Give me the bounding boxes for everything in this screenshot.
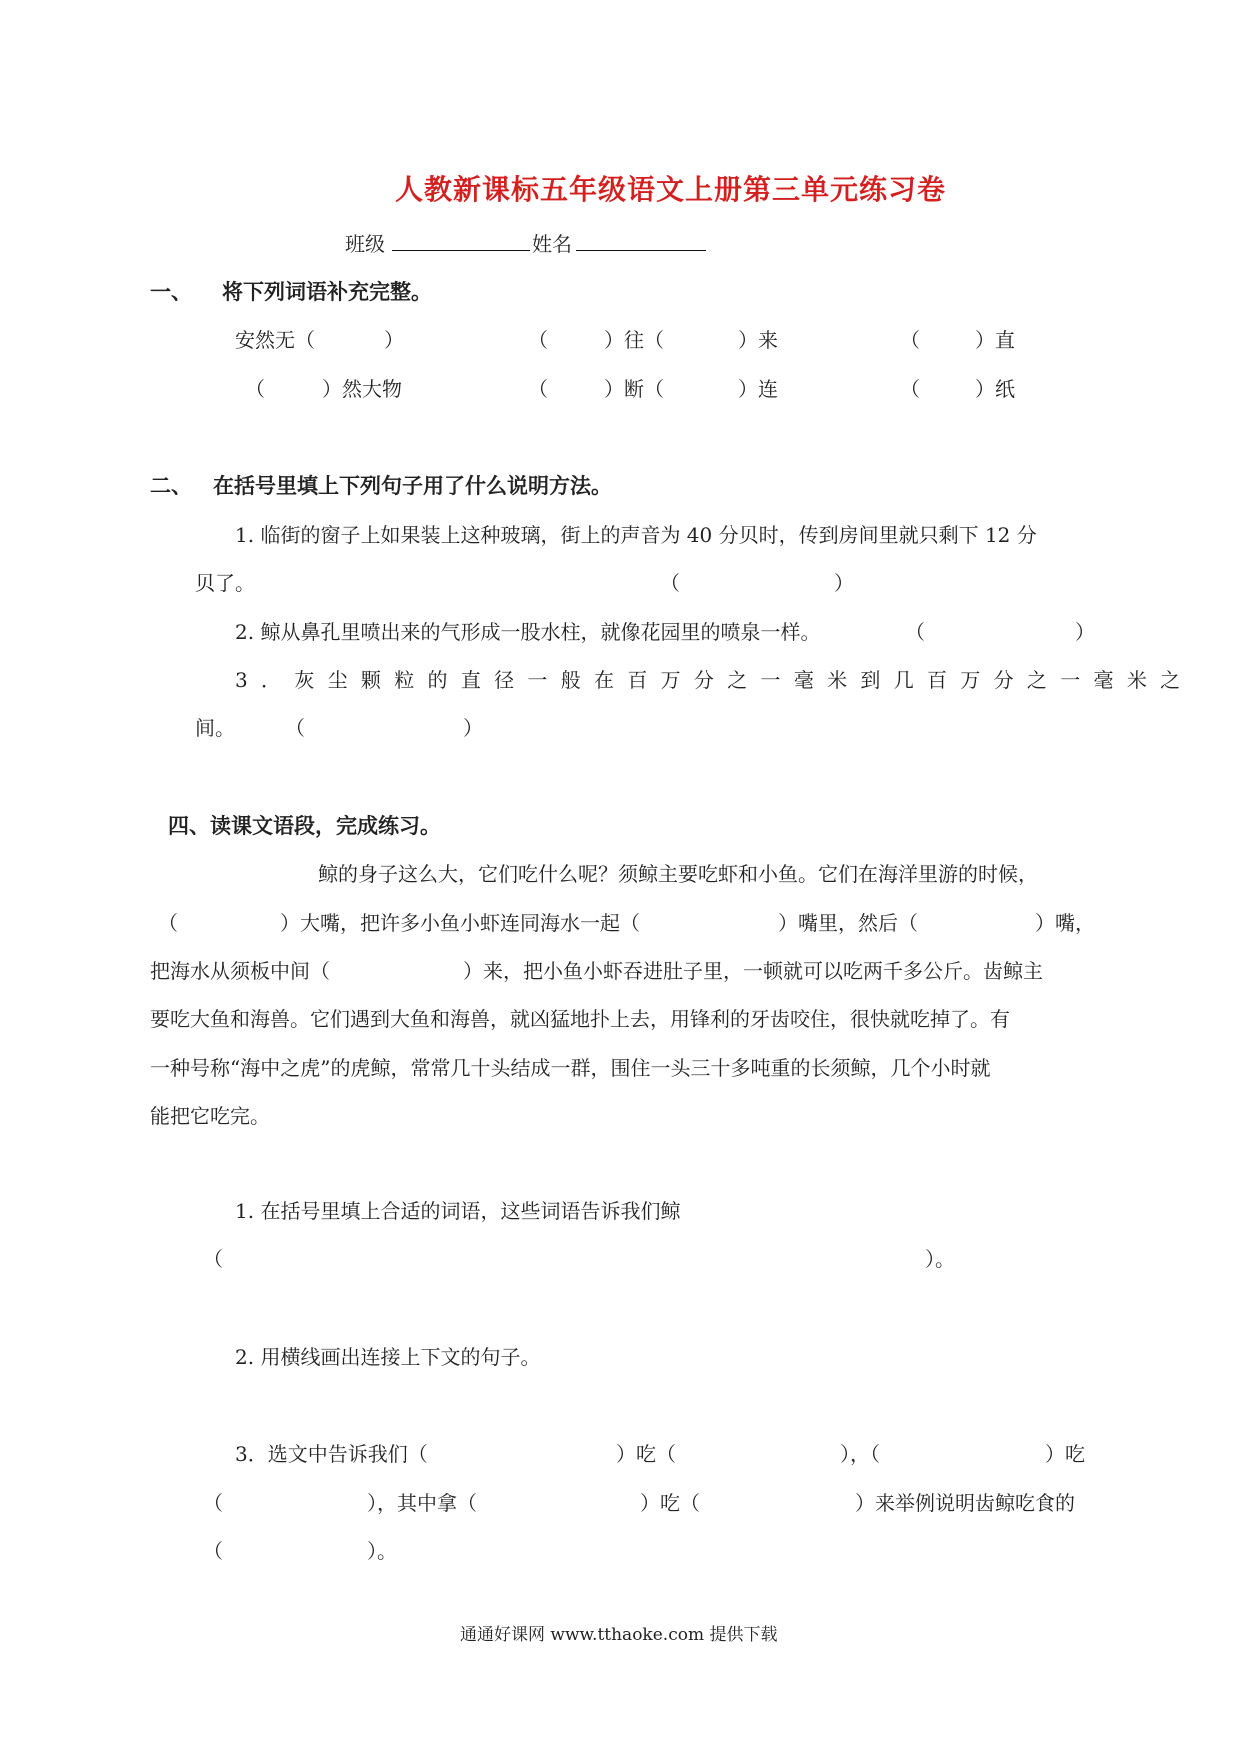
passage-line-6: 能把它吃完。	[150, 1104, 270, 1128]
s4-q1-paren-open: （	[203, 1247, 223, 1271]
passage-line-5: 一种号称“海中之虎”的虎鲸，常常几十头结成一群，围住一头三十多吨重的长须鲸，几个小时就	[150, 1056, 991, 1080]
word-6-close: ）纸	[975, 377, 1015, 401]
name-label: 姓名	[532, 232, 572, 256]
class-label: 班级	[345, 232, 385, 256]
s2-q3-paren-open: （	[285, 716, 305, 740]
word-2-close: ）来	[738, 328, 778, 352]
name-blank[interactable]	[576, 250, 706, 251]
word-3-open: （	[900, 328, 920, 352]
s4-q2: 2. 用横线画出连接上下文的句子。	[235, 1345, 541, 1369]
s2-q2-paren-close: ）	[1075, 620, 1095, 644]
s2-q1-line2: 贝了。	[195, 571, 255, 595]
section-1-heading: 将下列词语补充完整。	[222, 279, 432, 304]
s2-q1-paren-open: （	[660, 571, 680, 595]
s4-q3-l2-seg1: ），其中拿（	[367, 1491, 477, 1515]
word-5-mid: ）断（	[604, 377, 664, 401]
word-4-close: ）然大物	[322, 377, 402, 401]
s4-q1-paren-close: ）。	[925, 1247, 955, 1271]
word-2-open: （	[528, 328, 548, 352]
s4-q3-l1-seg1: ）吃（	[616, 1442, 676, 1466]
s2-q1-line1: 1. 临街的窗子上如果装上这种玻璃，街上的声音为 40 分贝时，传到房间里就只剩下 12 分	[235, 523, 1037, 547]
s4-q3-l3-seg0: （	[203, 1539, 223, 1563]
s4-q3-l1-seg2: ），（	[840, 1442, 880, 1466]
word-1-open: 安然无（	[235, 328, 315, 352]
passage-l2-paren: （	[158, 911, 178, 935]
passage-line-4: 要吃大鱼和海兽。它们遇到大鱼和海兽，就凶猛地扑上去，用锋利的牙齿咬住，很快就吃掉了。有	[150, 1007, 1010, 1031]
passage-l2-seg3: ）嘴，	[1035, 911, 1095, 935]
class-blank[interactable]	[392, 250, 530, 251]
s4-q3-l1-seg3: ）吃	[1045, 1442, 1085, 1466]
word-1-close: ）	[384, 328, 404, 352]
s2-q2-paren-open: （	[905, 620, 925, 644]
section-2-number: 二、	[150, 473, 192, 498]
word-5-close: ）连	[738, 377, 778, 401]
passage-l3-seg0: 把海水从须板中间（	[150, 959, 330, 983]
s4-q3-l2-seg3: ）来举例说明齿鲸吃食的	[855, 1491, 1075, 1515]
word-2-mid: ）往（	[604, 328, 664, 352]
passage-l2-seg2: ）嘴里，然后（	[778, 911, 918, 935]
passage-line-1: 鲸的身子这么大，它们吃什么呢？须鲸主要吃虾和小鱼。它们在海洋里游的时候，	[318, 862, 1038, 886]
section-4-heading: 四、读课文语段，完成练习。	[168, 813, 441, 838]
s4-q3-l2-seg2: ）吃（	[640, 1491, 700, 1515]
passage-l2-seg1: ）大嘴，把许多小鱼小虾连同海水一起（	[280, 911, 640, 935]
word-4-open: （	[245, 377, 265, 401]
s2-q3-paren-close: ）	[463, 716, 483, 740]
passage-l3-seg1: ）来，把小鱼小虾吞进肚子里，一顿就可以吃两千多公斤。齿鲸主	[463, 959, 1043, 983]
s4-q3-l3-seg1: ）。	[367, 1539, 397, 1563]
word-6-open: （	[900, 377, 920, 401]
s4-q3-l2-seg0: （	[203, 1491, 223, 1515]
page-title: 人教新课标五年级语文上册第三单元练习卷	[395, 173, 947, 206]
s2-q1-paren-close: ）	[834, 571, 854, 595]
section-1-number: 一、	[150, 279, 192, 304]
s4-q3-l1-seg0: 3．选文中告诉我们（	[235, 1442, 428, 1466]
footer-text: 通通好课网 www.tthaoke.com 提供下载	[460, 1625, 778, 1645]
word-3-close: ）直	[975, 328, 1015, 352]
s2-q3-line1: 3．灰尘颗粒的直径一般在百万分之一毫米到几百万分之一毫米之	[235, 668, 1194, 692]
word-5-open: （	[528, 377, 548, 401]
section-2-heading: 在括号里填上下列句子用了什么说明方法。	[213, 473, 612, 498]
s4-q1: 1. 在括号里填上合适的词语，这些词语告诉我们鲸	[235, 1199, 681, 1223]
s2-q2: 2. 鲸从鼻孔里喷出来的气形成一股水柱，就像花园里的喷泉一样。	[235, 620, 821, 644]
s2-q3-line2: 间。	[195, 716, 235, 740]
